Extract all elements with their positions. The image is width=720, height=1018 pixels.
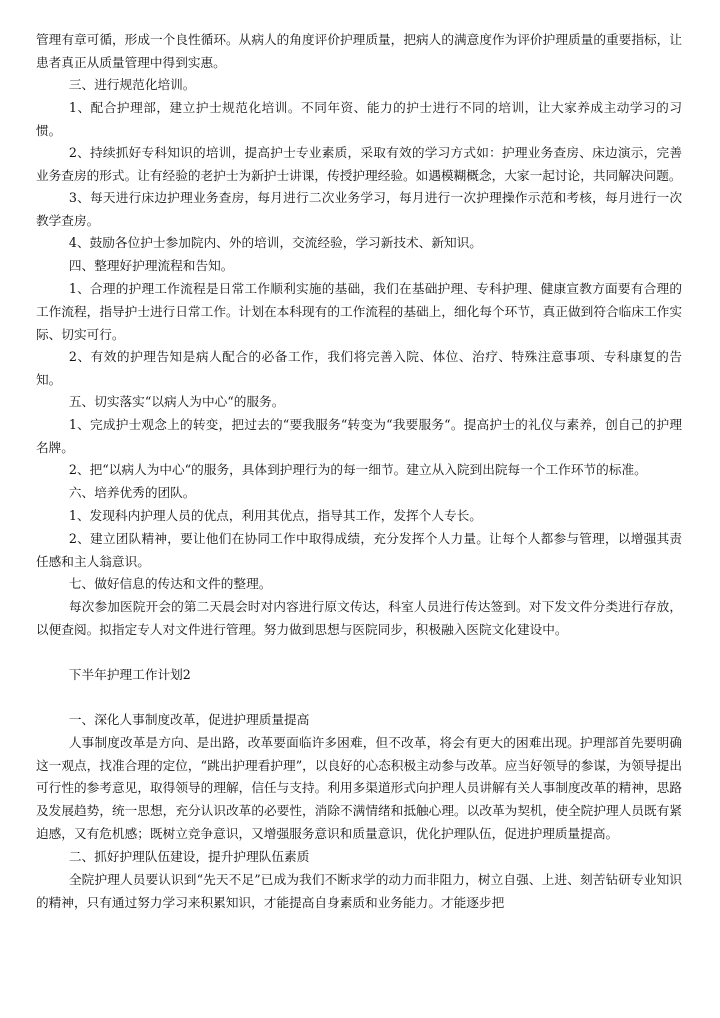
- list-item-5-1: 1、完成护士观念上的转变，把过去的“要我服务“转变为“我要服务“。提高护士的礼仪与素养，创自己的护理名牌。: [36, 417, 682, 456]
- list-item-6-2: 2、建立团队精神，要让他们在协同工作中取得成绩，充分发挥个人力量。让每个人都参与管理，以增强其责任感和主人翁意识。: [36, 531, 682, 570]
- plan-2-heading-2: 二、抓好护理队伍建设，提升护理队伍素质: [68, 849, 310, 864]
- list-item-3-4: 4、鼓励各位护士参加院内、外的培训，交流经验，学习新技术、新知识。: [68, 235, 482, 251]
- list-item-5-2: 2、把“以病人为中心“的服务，具体到护理行为的每一细节。建立从入院到出院每一个工作环节的标准。: [68, 462, 647, 478]
- list-item-6-1: 1、发现科内护理人员的优点，利用其优点，指导其工作，发挥个人专长。: [68, 508, 482, 524]
- section-heading-7: 七、做好信息的传达和文件的整理。: [68, 576, 272, 592]
- plan-2-title: 下半年护理工作计划2: [68, 666, 191, 682]
- list-item-3-2: 2、持续抓好专科知识的培训，提高护士专业素质，采取有效的学习方式如：护理业务查房、床边演示，完善业务查房的形式。让有经验的老护士为新护士讲课，传授护理经验。如遇模糊概念，大家一起讨论，共同解决问题。: [36, 145, 682, 184]
- paragraph-quality-management: 管理有章可循，形成一个良性循环。从病人的角度评价护理质量，把病人的满意度作为评价护理质量的重要指标，让患者真正从质量管理中得到实惠。: [36, 32, 682, 71]
- paragraph-info-transfer: 每次参加医院开会的第二天晨会时对内容进行原文传达，科室人员进行传达签到。对下发文件分类进行存放，以便查阅。拟指定专人对文件进行管理。努力做到思想与医院同步，积极融入医院文化建设中。: [36, 599, 682, 638]
- section-heading-6: 六、培养优秀的团队。: [68, 485, 196, 501]
- list-item-4-1: 1、合理的护理工作流程是日常工作顺利实施的基础，我们在基础护理、专科护理、健康宣教方面要有合理的工作流程，指导护士进行日常工作。计划在本科现有的工作流程的基础上，细化每个环节，真正做到符合临床工作实际、切实可行。: [36, 281, 682, 342]
- section-heading-3: 三、进行规范化培训。: [68, 77, 196, 93]
- paragraph-hr-reform: 人事制度改革是方向、是出路，改革要面临许多困难，但不改革，将会有更大的困难出现。护理部首先要明确这一观点，找准合理的定位，“跳出护理看护理”，以良好的心态积极主动参与改革。应当好领导的参谋，为领导提出可行性的参考意见，取得领导的理解，信任与支持。利用多渠道形式向护理人员讲解有关人事制度改革的精神，思路及发展趋势，统一思想，充分认识改革的必要性，消除不满情绪和抵触心理。以改革为契机，使全院护理人员既有紧迫感，又有危机感；既树立竞争意识，又增强服务意识和质量意识，优化护理队伍，促进护理质量提高。: [36, 735, 682, 841]
- plan-2-heading-1: 一、深化人事制度改革，促进护理质量提高: [68, 712, 310, 727]
- list-item-4-2: 2、有效的护理告知是病人配合的必备工作，我们将完善入院、体位、治疗、特殊注意事项、专科康复的告知。: [36, 349, 682, 388]
- section-heading-5: 五、切实落实“以病人为中心“的服务。: [68, 394, 285, 410]
- section-heading-4: 四、整理好护理流程和告知。: [68, 258, 234, 274]
- list-item-3-3: 3、每天进行床边护理业务查房，每月进行二次业务学习，每月进行一次护理操作示范和考核，每月进行一次教学查房。: [36, 190, 682, 229]
- paragraph-team-building: 全院护理人员要认识到“先天不足”已成为我们不断求学的动力而非阻力，树立自强、上进、刻苦钻研专业知识的精神，只有通过努力学习来积累知识，才能提高自身素质和业务能力。才能逐步把: [36, 872, 682, 910]
- list-item-3-1: 1、配合护理部，建立护士规范化培训。不同年资、能力的护士进行不同的培训，让大家养成主动学习的习惯。: [36, 100, 682, 139]
